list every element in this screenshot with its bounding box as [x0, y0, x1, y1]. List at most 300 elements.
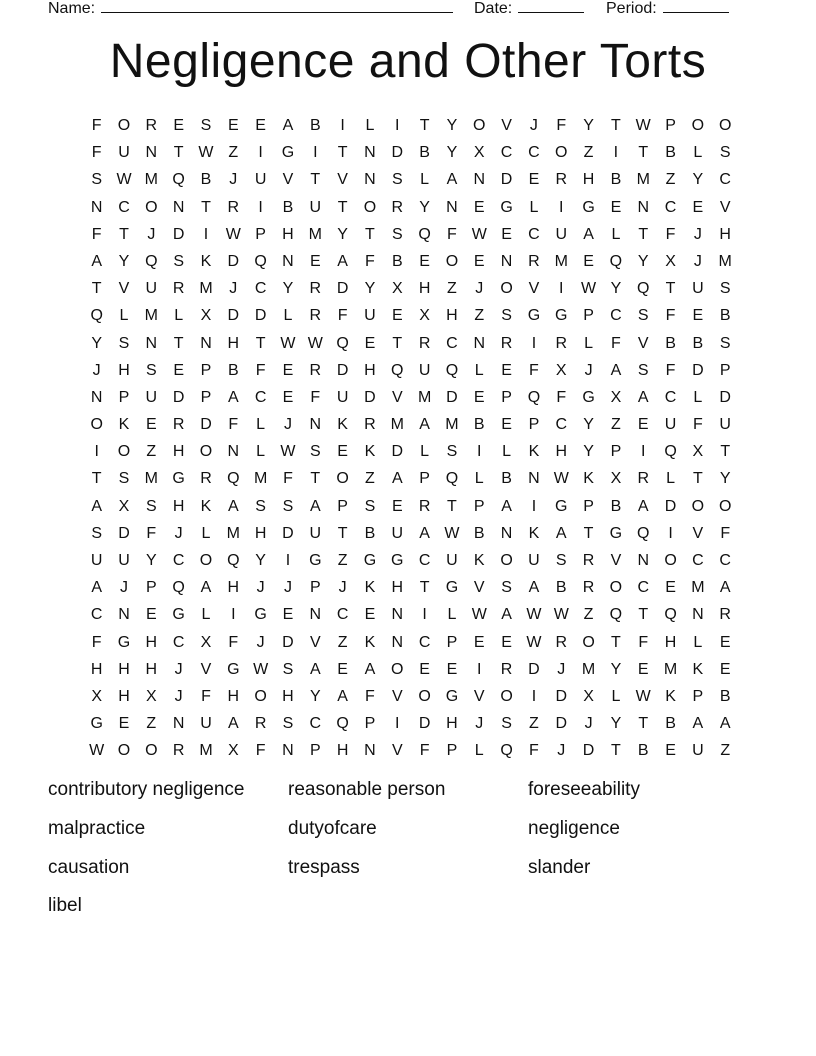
grid-letter[interactable]: O	[609, 579, 623, 597]
grid-letter[interactable]: E	[473, 633, 485, 651]
grid-letter[interactable]: G	[254, 606, 267, 624]
grid-letter[interactable]: F	[91, 117, 102, 134]
grid-letter[interactable]: O	[664, 552, 677, 569]
grid-letter[interactable]: P	[446, 742, 458, 760]
grid-letter[interactable]: J	[119, 579, 128, 597]
grid-letter[interactable]: Y	[419, 198, 430, 216]
grid-letter[interactable]: Y	[282, 280, 294, 298]
grid-letter[interactable]: Y	[610, 280, 622, 298]
grid-letter[interactable]: C	[692, 552, 704, 569]
grid-letter[interactable]: H	[172, 497, 185, 515]
grid-letter[interactable]: I	[422, 606, 427, 624]
grid-letter[interactable]: G	[609, 524, 623, 542]
grid-letter[interactable]: C	[528, 144, 540, 162]
grid-letter[interactable]: I	[531, 687, 537, 705]
grid-letter[interactable]: T	[583, 524, 594, 542]
grid-letter[interactable]: E	[719, 633, 731, 651]
grid-letter[interactable]: Z	[611, 416, 621, 434]
grid-letter[interactable]: O	[145, 198, 158, 216]
grid-letter[interactable]: E	[637, 660, 649, 678]
grid-letter[interactable]: E	[255, 117, 266, 134]
grid-letter[interactable]: O	[500, 280, 513, 298]
grid-letter[interactable]: N	[500, 252, 513, 270]
grid-letter[interactable]: S	[446, 443, 458, 461]
grid-letter[interactable]: M	[226, 524, 240, 542]
grid-letter[interactable]: A	[309, 497, 321, 515]
grid-letter[interactable]: A	[583, 225, 594, 243]
grid-letter[interactable]: O	[391, 660, 404, 678]
grid-letter[interactable]: C	[528, 225, 540, 243]
grid-letter[interactable]: Y	[446, 144, 458, 162]
grid-letter[interactable]: S	[637, 307, 649, 325]
grid-letter[interactable]: J	[147, 225, 156, 243]
grid-letter[interactable]: I	[531, 497, 537, 515]
grid-letter[interactable]: P	[309, 579, 321, 597]
grid-letter[interactable]: W	[553, 606, 569, 624]
grid-letter[interactable]: O	[336, 470, 349, 488]
grid-letter[interactable]: D	[582, 742, 595, 760]
grid-letter[interactable]: Q	[500, 742, 513, 760]
grid-letter[interactable]: A	[719, 579, 731, 597]
grid-letter[interactable]: C	[500, 144, 513, 162]
grid-letter[interactable]: L	[447, 606, 457, 624]
grid-letter[interactable]: U	[391, 524, 404, 542]
grid-letter[interactable]: J	[229, 280, 238, 298]
grid-letter[interactable]: V	[337, 171, 348, 189]
grid-letter[interactable]: T	[720, 443, 731, 461]
grid-letter[interactable]: T	[692, 470, 703, 488]
grid-letter[interactable]: E	[282, 361, 294, 379]
grid-letter[interactable]: T	[201, 198, 211, 216]
grid-letter[interactable]: U	[118, 144, 130, 162]
grid-letter[interactable]: B	[555, 579, 567, 597]
grid-letter[interactable]: H	[227, 334, 240, 352]
grid-letter[interactable]: D	[172, 388, 185, 406]
grid-letter[interactable]: A	[364, 660, 376, 678]
grid-letter[interactable]: H	[254, 524, 267, 542]
grid-letter[interactable]: J	[256, 633, 265, 651]
grid-letter[interactable]: X	[692, 443, 704, 461]
grid-letter[interactable]: M	[199, 280, 213, 298]
grid-letter[interactable]: T	[611, 742, 621, 760]
date-blank-line[interactable]	[518, 0, 584, 13]
grid-letter[interactable]: B	[227, 361, 239, 379]
period-blank-line[interactable]	[663, 0, 729, 13]
grid-letter[interactable]: H	[336, 742, 349, 760]
grid-letter[interactable]: M	[144, 307, 158, 325]
grid-letter[interactable]: V	[528, 280, 540, 298]
grid-letter[interactable]: H	[145, 660, 158, 678]
grid-letter[interactable]: M	[445, 416, 459, 434]
grid-letter[interactable]: C	[309, 715, 322, 733]
grid-letter[interactable]: F	[556, 117, 567, 134]
grid-letter[interactable]: W	[225, 225, 241, 243]
grid-letter[interactable]: O	[199, 552, 213, 569]
grid-letter[interactable]: B	[665, 715, 676, 733]
grid-letter[interactable]: T	[638, 225, 649, 243]
grid-letter[interactable]: X	[419, 307, 430, 325]
grid-letter[interactable]: M	[253, 470, 268, 488]
grid-letter[interactable]: S	[145, 361, 157, 379]
grid-letter[interactable]: P	[419, 470, 430, 488]
grid-letter[interactable]: G	[172, 470, 185, 488]
grid-letter[interactable]: D	[118, 524, 130, 542]
grid-letter[interactable]: X	[200, 307, 212, 325]
grid-letter[interactable]: P	[337, 497, 348, 515]
grid-letter[interactable]: A	[555, 524, 567, 542]
grid-letter[interactable]: G	[582, 388, 595, 406]
grid-letter[interactable]: O	[473, 117, 486, 134]
grid-letter[interactable]: N	[90, 198, 103, 216]
grid-letter[interactable]: A	[337, 252, 348, 270]
grid-letter[interactable]: X	[555, 361, 567, 379]
grid-letter[interactable]: F	[146, 524, 157, 542]
grid-letter[interactable]: C	[90, 606, 103, 624]
grid-letter[interactable]: G	[445, 687, 459, 705]
grid-letter[interactable]: B	[719, 687, 731, 705]
grid-letter[interactable]: A	[501, 606, 512, 624]
grid-letter[interactable]: J	[693, 225, 702, 243]
grid-letter[interactable]: Z	[583, 144, 594, 162]
grid-letter[interactable]: T	[337, 524, 348, 542]
grid-letter[interactable]: F	[228, 416, 239, 434]
grid-letter[interactable]: S	[555, 552, 567, 569]
grid-letter[interactable]: T	[611, 633, 621, 651]
grid-letter[interactable]: E	[364, 334, 376, 352]
grid-letter[interactable]: T	[337, 198, 348, 216]
grid-letter[interactable]: Y	[255, 552, 266, 569]
grid-letter[interactable]: G	[227, 660, 240, 678]
grid-letter[interactable]: V	[391, 742, 403, 760]
grid-letter[interactable]: E	[391, 497, 403, 515]
grid-letter[interactable]: E	[282, 388, 294, 406]
grid-letter[interactable]: C	[719, 171, 731, 189]
grid-letter[interactable]: J	[584, 361, 593, 379]
grid-letter[interactable]: R	[145, 117, 158, 134]
grid-letter[interactable]: D	[282, 633, 294, 651]
grid-letter[interactable]: J	[283, 579, 292, 597]
grid-letter[interactable]: L	[283, 307, 293, 325]
grid-letter[interactable]: A	[91, 497, 102, 515]
grid-letter[interactable]: Q	[90, 307, 103, 325]
grid-letter[interactable]: V	[501, 117, 512, 134]
grid-letter[interactable]: V	[391, 388, 403, 406]
grid-letter[interactable]: D	[391, 144, 404, 162]
grid-letter[interactable]: I	[559, 280, 564, 298]
grid-letter[interactable]: U	[664, 416, 677, 434]
grid-letter[interactable]: I	[477, 443, 482, 461]
grid-letter[interactable]: D	[364, 388, 376, 406]
grid-letter[interactable]: P	[200, 388, 212, 406]
grid-letter[interactable]: E	[610, 198, 622, 216]
grid-letter[interactable]: N	[637, 552, 649, 569]
grid-letter[interactable]: K	[364, 633, 376, 651]
grid-letter[interactable]: O	[199, 443, 213, 461]
grid-letter[interactable]: G	[582, 198, 595, 216]
grid-letter[interactable]: C	[118, 198, 130, 216]
grid-letter[interactable]: Y	[692, 171, 704, 189]
grid-letter[interactable]: O	[445, 252, 459, 270]
grid-letter[interactable]: F	[529, 361, 539, 379]
grid-letter[interactable]: F	[556, 388, 567, 406]
grid-letter[interactable]: E	[692, 198, 704, 216]
grid-letter[interactable]: A	[419, 416, 430, 434]
grid-letter[interactable]: S	[391, 171, 403, 189]
grid-letter[interactable]: U	[145, 280, 158, 298]
grid-letter[interactable]: C	[336, 606, 349, 624]
grid-letter[interactable]: W	[89, 742, 105, 760]
grid-letter[interactable]: R	[582, 579, 595, 597]
grid-letter[interactable]: G	[555, 497, 568, 515]
grid-letter[interactable]: Y	[145, 552, 157, 569]
grid-letter[interactable]: R	[172, 416, 185, 434]
grid-letter[interactable]: I	[340, 117, 345, 134]
grid-letter[interactable]: V	[473, 687, 485, 705]
grid-letter[interactable]: E	[637, 416, 649, 434]
grid-letter[interactable]: V	[637, 334, 649, 352]
grid-letter[interactable]: E	[173, 361, 184, 379]
grid-letter[interactable]: Y	[583, 443, 594, 461]
grid-letter[interactable]: D	[692, 361, 704, 379]
grid-letter[interactable]: Y	[309, 687, 321, 705]
grid-letter[interactable]: Z	[365, 470, 375, 488]
grid-letter[interactable]: J	[584, 715, 593, 733]
grid-letter[interactable]: G	[500, 198, 513, 216]
grid-letter[interactable]: O	[117, 742, 131, 760]
grid-letter[interactable]: A	[391, 470, 403, 488]
grid-letter[interactable]: K	[364, 443, 376, 461]
grid-letter[interactable]: L	[611, 225, 621, 243]
grid-letter[interactable]: Q	[172, 579, 185, 597]
grid-letter[interactable]: L	[256, 416, 266, 434]
grid-letter[interactable]: R	[418, 334, 431, 352]
grid-letter[interactable]: N	[446, 198, 458, 216]
grid-letter[interactable]: Q	[445, 361, 459, 379]
grid-letter[interactable]: U	[418, 361, 431, 379]
grid-letter[interactable]: T	[310, 171, 321, 189]
grid-letter[interactable]: R	[364, 416, 376, 434]
grid-letter[interactable]: P	[501, 388, 512, 406]
grid-letter[interactable]: P	[583, 497, 594, 515]
grid-letter[interactable]: H	[582, 171, 595, 189]
grid-letter[interactable]: L	[611, 687, 621, 705]
grid-letter[interactable]: Q	[609, 606, 623, 624]
grid-letter[interactable]: D	[528, 660, 540, 678]
grid-letter[interactable]: W	[581, 280, 597, 298]
grid-letter[interactable]: D	[227, 307, 240, 325]
grid-letter[interactable]: O	[363, 198, 377, 216]
grid-letter[interactable]: F	[638, 633, 649, 651]
grid-letter[interactable]: T	[173, 334, 184, 352]
grid-letter[interactable]: Y	[637, 252, 649, 270]
grid-letter[interactable]: L	[502, 443, 512, 461]
grid-letter[interactable]: A	[528, 579, 540, 597]
grid-letter[interactable]: V	[610, 552, 622, 569]
grid-letter[interactable]: W	[471, 225, 487, 243]
grid-letter[interactable]: Q	[227, 470, 240, 488]
grid-letter[interactable]: T	[638, 715, 649, 733]
grid-letter[interactable]: A	[227, 715, 239, 733]
name-blank-line[interactable]	[101, 0, 453, 13]
grid-letter[interactable]: J	[174, 524, 183, 542]
grid-letter[interactable]: F	[228, 633, 239, 651]
grid-letter[interactable]: W	[444, 524, 460, 542]
grid-letter[interactable]: R	[555, 633, 568, 651]
grid-letter[interactable]: U	[200, 715, 212, 733]
grid-letter[interactable]: I	[559, 198, 564, 216]
grid-letter[interactable]: W	[526, 606, 542, 624]
grid-letter[interactable]: I	[395, 117, 400, 134]
grid-letter[interactable]: J	[475, 280, 484, 298]
grid-letter[interactable]: P	[309, 742, 321, 760]
grid-letter[interactable]: V	[309, 633, 321, 651]
grid-letter[interactable]: F	[201, 687, 211, 705]
grid-letter[interactable]: N	[391, 633, 404, 651]
grid-letter[interactable]: T	[392, 334, 403, 352]
grid-letter[interactable]: P	[200, 361, 212, 379]
grid-letter[interactable]: P	[446, 633, 458, 651]
grid-letter[interactable]: P	[255, 225, 266, 243]
grid-letter[interactable]: A	[91, 252, 102, 270]
grid-letter[interactable]: L	[365, 117, 375, 134]
grid-letter[interactable]: J	[557, 742, 566, 760]
grid-letter[interactable]: K	[692, 660, 704, 678]
grid-letter[interactable]: E	[528, 171, 540, 189]
grid-letter[interactable]: O	[691, 117, 705, 134]
grid-letter[interactable]: A	[337, 687, 348, 705]
grid-letter[interactable]: D	[664, 497, 677, 515]
grid-letter[interactable]: S	[309, 443, 321, 461]
grid-letter[interactable]: Y	[337, 225, 348, 243]
grid-letter[interactable]: F	[611, 334, 621, 352]
grid-letter[interactable]: Y	[118, 252, 130, 270]
grid-letter[interactable]: R	[555, 334, 568, 352]
grid-letter[interactable]: E	[473, 388, 485, 406]
grid-letter[interactable]: C	[418, 552, 431, 569]
grid-letter[interactable]: B	[473, 416, 485, 434]
grid-letter[interactable]: E	[282, 606, 294, 624]
grid-letter[interactable]: R	[391, 198, 404, 216]
grid-letter[interactable]: D	[336, 361, 349, 379]
grid-letter[interactable]: A	[227, 497, 239, 515]
grid-letter[interactable]: L	[201, 524, 211, 542]
grid-letter[interactable]: B	[692, 334, 704, 352]
grid-letter[interactable]: R	[637, 470, 649, 488]
grid-letter[interactable]: O	[500, 552, 513, 569]
grid-letter[interactable]: S	[637, 361, 649, 379]
grid-letter[interactable]: T	[91, 280, 102, 298]
grid-letter[interactable]: B	[501, 470, 512, 488]
grid-letter[interactable]: M	[308, 225, 322, 243]
grid-letter[interactable]: J	[338, 579, 347, 597]
grid-letter[interactable]: L	[584, 334, 594, 352]
grid-letter[interactable]: J	[475, 715, 484, 733]
grid-letter[interactable]: H	[172, 443, 185, 461]
grid-letter[interactable]: Q	[145, 252, 158, 270]
grid-letter[interactable]: U	[309, 198, 322, 216]
grid-letter[interactable]: J	[557, 660, 566, 678]
grid-letter[interactable]: L	[420, 443, 430, 461]
grid-letter[interactable]: G	[391, 552, 404, 569]
grid-letter[interactable]: P	[528, 416, 540, 434]
grid-letter[interactable]: R	[418, 497, 431, 515]
grid-letter[interactable]: H	[145, 633, 158, 651]
grid-letter[interactable]: N	[145, 334, 158, 352]
grid-letter[interactable]: P	[610, 443, 622, 461]
grid-letter[interactable]: T	[255, 334, 266, 352]
grid-letter[interactable]: X	[91, 687, 102, 705]
grid-letter[interactable]: S	[719, 334, 731, 352]
grid-letter[interactable]: C	[664, 388, 677, 406]
grid-letter[interactable]: M	[554, 252, 568, 270]
grid-letter[interactable]: I	[613, 144, 619, 162]
grid-letter[interactable]: B	[419, 144, 430, 162]
grid-letter[interactable]: H	[664, 633, 677, 651]
grid-letter[interactable]: I	[531, 334, 537, 352]
grid-letter[interactable]: M	[199, 742, 213, 760]
grid-letter[interactable]: Q	[391, 361, 404, 379]
grid-letter[interactable]: B	[665, 334, 676, 352]
grid-letter[interactable]: F	[447, 225, 457, 243]
grid-letter[interactable]: N	[473, 334, 486, 352]
grid-letter[interactable]: Y	[610, 715, 622, 733]
grid-letter[interactable]: Q	[637, 524, 650, 542]
grid-letter[interactable]: S	[364, 497, 376, 515]
grid-letter[interactable]: F	[720, 524, 731, 542]
grid-letter[interactable]: S	[118, 334, 130, 352]
grid-letter[interactable]: R	[555, 171, 568, 189]
grid-letter[interactable]: D	[719, 388, 731, 406]
grid-letter[interactable]: L	[529, 198, 539, 216]
grid-letter[interactable]: L	[693, 388, 703, 406]
grid-letter[interactable]: H	[446, 715, 458, 733]
grid-letter[interactable]: H	[391, 579, 404, 597]
grid-letter[interactable]: N	[227, 443, 240, 461]
grid-letter[interactable]: F	[91, 633, 102, 651]
grid-letter[interactable]: R	[528, 252, 540, 270]
grid-letter[interactable]: N	[364, 171, 376, 189]
grid-letter[interactable]: Z	[447, 280, 457, 298]
grid-letter[interactable]: L	[693, 633, 703, 651]
grid-letter[interactable]: G	[445, 579, 459, 597]
grid-letter[interactable]: D	[418, 715, 431, 733]
grid-letter[interactable]: W	[280, 334, 296, 352]
grid-letter[interactable]: H	[118, 660, 130, 678]
grid-letter[interactable]: E	[419, 252, 430, 270]
grid-letter[interactable]: D	[227, 252, 240, 270]
grid-letter[interactable]: P	[364, 715, 376, 733]
grid-letter[interactable]: T	[337, 144, 348, 162]
grid-letter[interactable]: Q	[336, 334, 349, 352]
grid-letter[interactable]: V	[118, 280, 130, 298]
grid-letter[interactable]: D	[500, 171, 513, 189]
grid-letter[interactable]: E	[473, 252, 485, 270]
grid-letter[interactable]: W	[635, 687, 651, 705]
grid-letter[interactable]: R	[719, 606, 731, 624]
grid-letter[interactable]: Y	[364, 280, 376, 298]
grid-letter[interactable]: R	[227, 198, 240, 216]
grid-letter[interactable]: C	[637, 579, 649, 597]
grid-letter[interactable]: P	[692, 687, 704, 705]
grid-letter[interactable]: N	[200, 334, 212, 352]
grid-letter[interactable]: Q	[172, 171, 185, 189]
grid-letter[interactable]: W	[635, 117, 651, 134]
grid-letter[interactable]: C	[172, 552, 185, 569]
grid-letter[interactable]: A	[610, 361, 622, 379]
grid-letter[interactable]: W	[116, 171, 132, 189]
grid-letter[interactable]: S	[719, 144, 731, 162]
grid-letter[interactable]: Q	[336, 715, 349, 733]
